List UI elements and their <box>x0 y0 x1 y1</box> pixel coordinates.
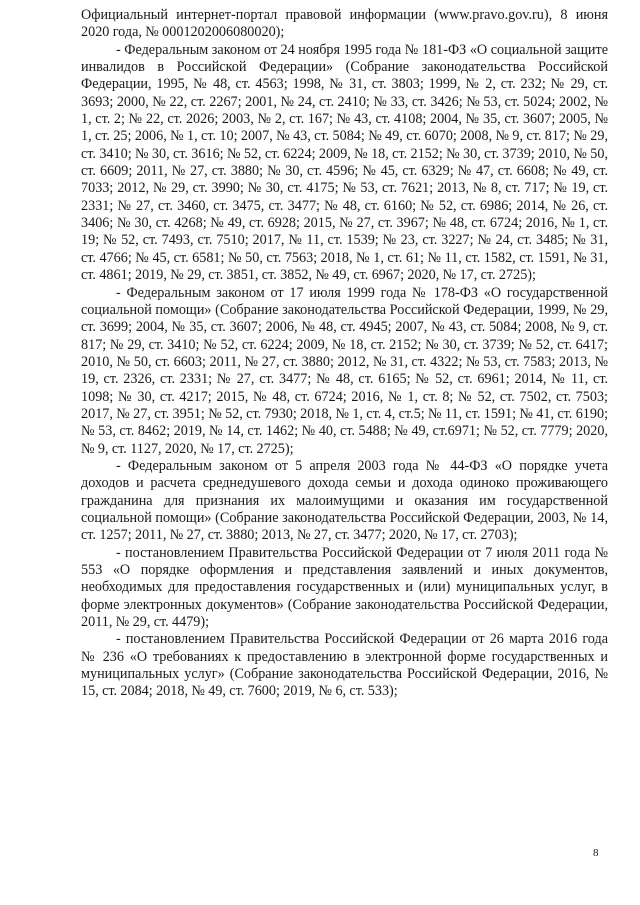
paragraph-law-178-fz: - Федеральным законом от 17 июля 1999 года № 178-ФЗ «О государственной социальной помощи» (Собрание законодательства Российской Федерации, 1999, № 29, ст. 3699; 2004, № 35, ст. 3607; 2006, № 48, ст. 4945; 2007, № 43, ст. 5084; 2008, № 9, ст. 817; № 29, ст. 3410; № 52, ст. 6224; 2009, № 18, ст. 2152; № 30, ст. 3739; № 52, ст. 6417; 2010, № 50, ст. 6603; 2011, № 27, ст. 3880; 2012, № 31, ст. 4322; № 53, ст. 7583; 2013, № 19, ст. 2326, ст. 2331; № 27, ст. 3477; № 48, ст. 6165; № 52, ст. 6961; 2014, № 11, ст. 1098; № 30, ст. 4217; 2015, № 48, ст. 6724; 2016, № 1, ст. 8; № 52, ст. 7502, ст. 7503; 2017, № 27, ст. 3951; № 52, ст. 7930; 2018, № 1, ст. 4, ст.5; № 11, ст. 1591; № 41, ст. 6190; № 53, ст. 8462; 2019, № 14, ст. 1462; № 40, ст. 5488; № 49, ст.6971; № 52, ст. 7779; 2020, № 9, ст. 1127, 2020, № 17, ст. 2725); <box>81 284 609 457</box>
paragraph-decree-236: - постановлением Правительства Российской Федерации от 26 марта 2016 года № 236 «О требованиях к предоставлению в электронной форме государственных и муниципальных услуг» (Собрание законодательства Российской Федерации, 2016, № 15, ст. 2084; 2018, № 49, ст. 7600; 2019, № 6, ст. 533); <box>81 631 608 700</box>
paragraph-continuation: Официальный интернет-портал правовой информации (www.pravo.gov.ru), 8 июня 2020 года, № 0001202006080020); <box>81 7 608 41</box>
document-body <box>81 0 608 701</box>
paragraph-decree-553: - постановлением Правительства Российской Федерации от 7 июля 2011 года № 553 «О порядке оформления и представления заявлений и иных документов, необходимых для предоставления государственных и (или) муниципальных услуг, в форме электронных документов» (Собрание законодательства Российской Федерации, 2011, № 29, ст. 4479); <box>81 544 608 631</box>
page-number: 8 <box>593 847 599 859</box>
paragraph-law-44-fz: - Федеральным законом от 5 апреля 2003 года № 44-ФЗ «О порядке учета доходов и расчета среднедушевого дохода семьи и дохода одиноко проживающего гражданина для признания их малоимущими и оказания им государственной социальной помощи» (Собрание законодательства Российской Федерации, 2003, № 14, ст. 1257; 2011, № 27, ст. 3880; 2013, № 27, ст. 3477; 2020, № 17, ст. 2703); <box>81 457 608 544</box>
paragraph-law-181-fz: - Федеральным законом от 24 ноября 1995 года № 181-ФЗ «О социальной защите инвалидов в Российской Федерации» (Собрание законодательства Российской Федерации, 1995, № 48, ст. 4563; 1998, № 31, ст. 3803; 1999, № 2, ст. 232; № 29, ст. 3693; 2000, № 22, ст. 2267; 2001, № 24, ст. 2410; № 33, ст. 3426; № 53, ст. 5024; 2002, № 1, ст. 2; № 22, ст. 2026; 2003, № 2, ст. 167; № 43, ст. 4108; 2004, № 35, ст. 3607; 2005, № 1, ст. 25; 2006, № 1, ст. 10; 2007, № 43, ст. 5084; № 49, ст. 6070; 2008, № 9, ст. 817; № 29, ст. 3410; № 30, ст. 3616; № 52, ст. 6224; 2009, № 18, ст. 2152; № 30, ст. 3739; 2010, № 50, ст. 6609; 2011, № 27, ст. 3880; № 30, ст. 4596; № 45, ст. 6329; № 47, ст. 6608; № 49, ст. 7033; 2012, № 29, ст. 3990; № 30, ст. 4175; № 53, ст. 7621; 2013, № 8, ст. 717; № 19, ст. 2331; № 27, ст. 3460, ст. 3475, ст. 3477; № 48, ст. 6160; № 52, ст. 6986; 2014, № 26, ст. 3406; № 30, ст. 4268; № 49, ст. 6928; 2015, № 27, ст. 3967; № 48, ст. 6724; 2016, № 1, ст. 19; № 52, ст. 7493, ст. 7510; 2017, № 11, ст. 1539; № 23, ст. 3227; № 24, ст. 3485; № 31, ст. 4766; № 45, ст. 6581; № 50, ст. 7563; 2018, № 1, ст. 61; № 11, ст. 1582, ст. 1591, № 31, ст. 4861; 2019, № 29, ст. 3851, ст. 3852, № 49, ст. 6967; 2020, № 17, ст. 2725); <box>81 41 608 284</box>
